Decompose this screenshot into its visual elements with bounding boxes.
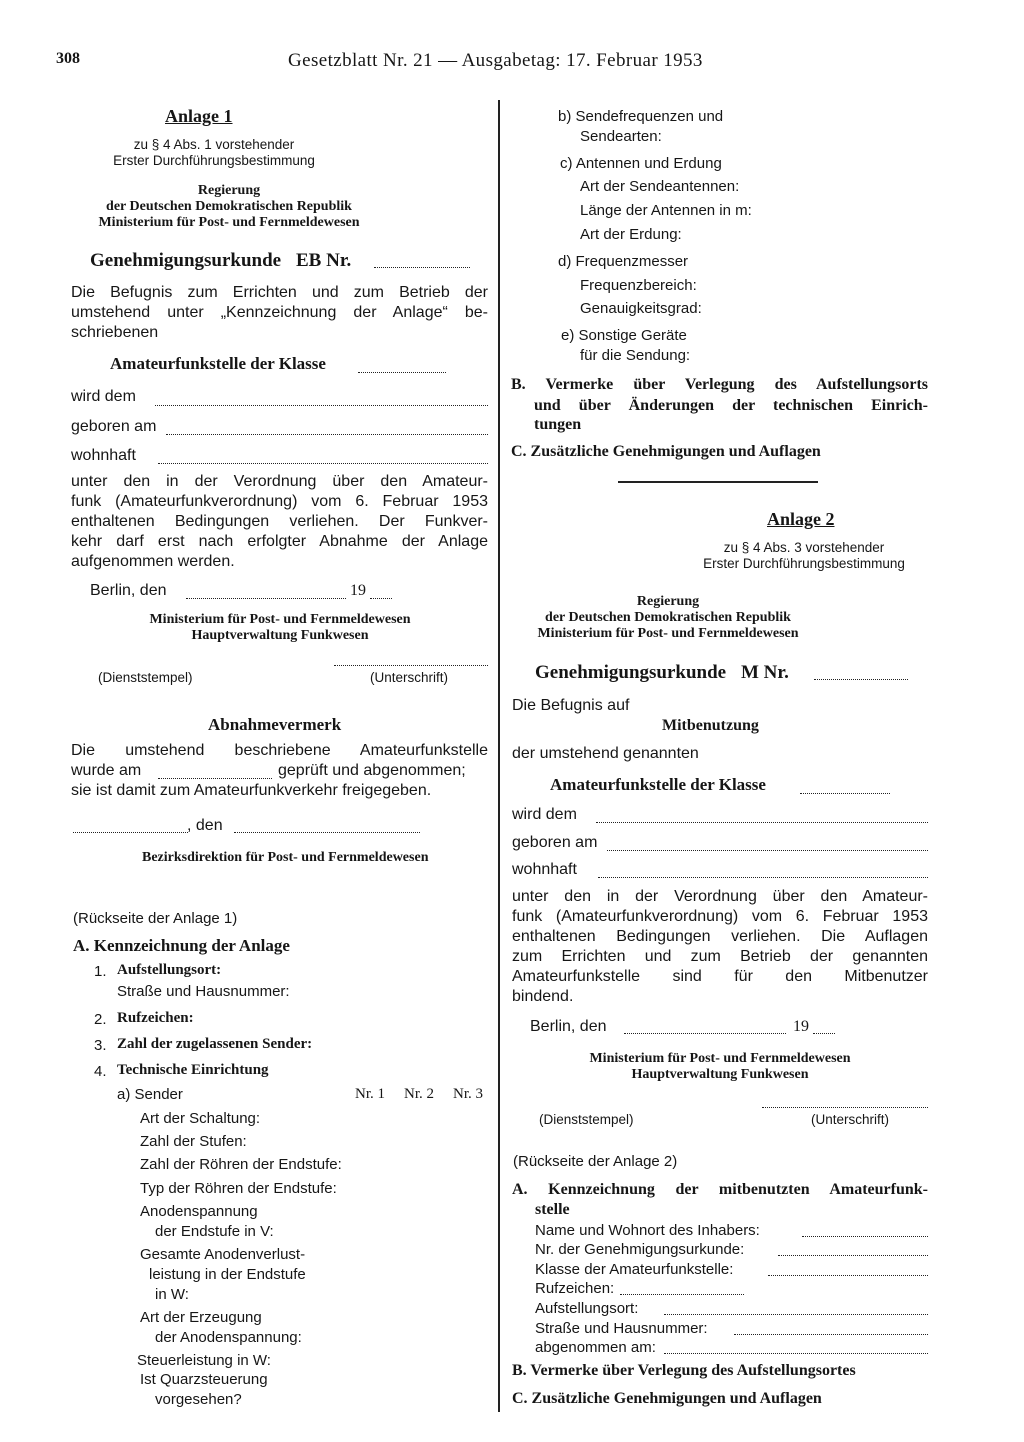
anlage2-f1: Name und Wohnort des Inhabers:: [535, 1222, 760, 1239]
anlage1-doc-code: EB Nr.: [296, 250, 352, 271]
abnahme-den: , den: [187, 817, 223, 834]
anlage2-f2: Nr. der Genehmigungsurkunde:: [535, 1241, 745, 1258]
anlage2-intro2: der umstehend genannten: [512, 745, 699, 762]
right-c1: c) Antennen und Erdung: [560, 155, 722, 172]
anlage2-f4: Rufzeichen:: [535, 1280, 615, 1297]
reverse-anlage2: (Rückseite der Anlage 2): [513, 1153, 678, 1170]
anlage1-date-field: [186, 598, 346, 599]
item3-label: Zahl der zugelassenen Sender:: [117, 1036, 313, 1052]
anlage2-ref1: zu § 4 Abs. 3 vorstehender: [723, 540, 885, 555]
anlage2-wohnhaft: wohnhaft: [512, 861, 577, 878]
anlage1-address-field: [158, 463, 488, 464]
anlage1-ref1: zu § 4 Abs. 1 vorstehender: [133, 137, 295, 152]
anlage2-title: Anlage 2: [767, 509, 835, 529]
page-title: Gesetzblatt Nr. 21 — Ausgabetag: 17. Februar 1953: [288, 50, 703, 71]
bezirksdirektion: Bezirksdirektion für Post- und Fernmeldewesen: [142, 850, 429, 865]
abnahme-line2a: wurde am: [71, 762, 142, 779]
anlage2-intro1: Die Befugnis auf: [512, 697, 630, 714]
anlage2-gov3: Ministerium für Post- und Fernmeldewesen: [537, 626, 799, 641]
anlage2-f1-field: [802, 1236, 928, 1237]
anlage1-body3: enthaltenen Bedingungen verliehen. Der Funkver-: [71, 513, 488, 530]
anlage2-wird-dem: wird dem: [512, 806, 577, 823]
sender-s5b: der Endstufe in V:: [155, 1223, 274, 1240]
anlage2-gov1: Regierung: [636, 594, 700, 609]
anlage2-ministry2: Hauptverwaltung Funkwesen: [631, 1067, 809, 1082]
anlage2-f3-field: [768, 1275, 928, 1276]
abnahme-den-field: [234, 832, 420, 833]
anlage2-berlin-den: Berlin, den: [530, 1018, 607, 1035]
sender-nr2: Nr. 2: [404, 1086, 434, 1102]
right-C: C. Zusätzliche Genehmigungen und Auflagen: [511, 443, 821, 460]
sender-s4: Typ der Röhren der Endstufe:: [140, 1180, 337, 1197]
anlage2-body2: funk (Amateurfunkverordnung) vom 6. Februar 1953: [512, 908, 928, 925]
right-B3: tungen: [534, 416, 582, 433]
anlage1-signature: (Unterschrift): [370, 670, 449, 685]
anlage1-name-field: [155, 405, 488, 406]
right-B1: B. Vermerke über Verlegung des Aufstellungsorts: [511, 376, 928, 393]
anlage2-year: 19: [793, 1018, 809, 1035]
anlage2-doc-number-field: [814, 679, 908, 680]
anlage2-doc-title: Genehmigungsurkunde: [535, 662, 727, 683]
abnahme-date-field: [158, 778, 272, 779]
abnahme-line3: sie ist damit zum Amateurfunkverkehr freigegeben.: [71, 782, 432, 799]
anlage2-gov2: der Deutschen Demokratischen Republik: [545, 610, 791, 625]
anlage2-f5-field: [664, 1314, 928, 1315]
sender-nr3: Nr. 3: [453, 1086, 483, 1102]
anlage2-doc-code: M Nr.: [741, 662, 789, 683]
item3-number: 3.: [94, 1037, 107, 1054]
anlage1-year-field: [370, 598, 392, 599]
anlage1-ministry1: Ministerium für Post- und Fernmeldewesen: [149, 612, 411, 627]
sender-s7b: der Anodenspannung:: [155, 1329, 302, 1346]
anlage2-signature: (Unterschrift): [811, 1112, 890, 1127]
sender-label: a) Sender: [117, 1086, 183, 1103]
sender-s9a: Ist Quarzsteuerung: [140, 1371, 268, 1388]
anlage1-doc-title: Genehmigungsurkunde: [90, 250, 282, 271]
column-divider: [498, 100, 500, 1412]
anlage2-ref2: Erster Durchführungsbestimmung: [703, 556, 905, 571]
anlage1-gov2: der Deutschen Demokratischen Republik: [106, 199, 352, 214]
item4-label: Technische Einrichtung: [117, 1062, 269, 1078]
anlage2-f3: Klasse der Amateurfunkstelle:: [535, 1261, 734, 1278]
item4-number: 4.: [94, 1063, 107, 1080]
sender-s8: Steuerleistung in W:: [137, 1352, 271, 1369]
anlage1-year: 19: [350, 582, 366, 599]
anlage2-f4-field: [620, 1294, 744, 1295]
anlage2-A2: stelle: [535, 1201, 570, 1218]
anlage2-f6: Straße und Hausnummer:: [535, 1320, 708, 1337]
item2-number: 2.: [94, 1011, 107, 1028]
anlage1-body2: funk (Amateurfunkverordnung) vom 6. Februar 1953: [71, 493, 488, 510]
anlage1-title: Anlage 1: [165, 106, 233, 126]
right-c4: Art der Erdung:: [580, 226, 682, 243]
anlage1-wird-dem: wird dem: [71, 388, 136, 405]
sender-s1: Art der Schaltung:: [140, 1110, 261, 1127]
right-d3: Genauigkeitsgrad:: [580, 300, 702, 317]
anlage1-body1: unter den in der Verordnung über den Amateur-: [71, 473, 488, 490]
sender-s2: Zahl der Stufen:: [140, 1133, 247, 1150]
sender-s6b: leistung in der Endstufe: [149, 1266, 306, 1283]
right-e1: e) Sonstige Geräte: [561, 327, 687, 344]
right-c3: Länge der Antennen in m:: [580, 202, 752, 219]
anlage2-mitbenutzung: Mitbenutzung: [662, 717, 759, 734]
anlage2-address-field: [598, 877, 928, 878]
anlage1-intro3: schriebenen: [71, 324, 159, 341]
abnahme-place-field: [73, 832, 188, 833]
anlage2-B: B. Vermerke über Verlegung des Aufstellungsortes: [512, 1362, 856, 1379]
anlage1-wohnhaft: wohnhaft: [71, 447, 136, 464]
right-b2: Sendearten:: [580, 128, 662, 145]
anlage2-body5: Amateurfunkstelle sind für den Mitbenutzer: [512, 968, 928, 985]
item2-label: Rufzeichen:: [117, 1010, 194, 1026]
anlage2-f7-field: [664, 1353, 928, 1354]
anlage2-geboren-am: geboren am: [512, 834, 598, 851]
anlage2-date-field: [624, 1033, 786, 1034]
anlage2-station: Amateurfunkstelle der Klasse: [550, 775, 766, 794]
abnahme-line2b: geprüft und abgenommen;: [278, 762, 466, 779]
anlage1-geboren-am: geboren am: [71, 418, 157, 435]
section-divider: [618, 481, 818, 483]
anlage1-stamp: (Dienststempel): [98, 670, 193, 685]
sender-s3: Zahl der Röhren der Endstufe:: [140, 1156, 342, 1173]
anlage2-body6: bindend.: [512, 988, 574, 1005]
anlage2-ministry1: Ministerium für Post- und Fernmeldewesen: [589, 1051, 851, 1066]
anlage2-name-field: [596, 822, 928, 823]
anlage2-year-field: [813, 1033, 835, 1034]
abnahme-line1: Die umstehend beschriebene Amateurfunkstelle: [71, 742, 488, 759]
anlage2-body3: enthaltenen Bedingungen verliehen. Die Auflagen: [512, 928, 928, 945]
anlage1-gov1: Regierung: [197, 183, 261, 198]
anlage2-stamp: (Dienststempel): [539, 1112, 634, 1127]
anlage2-f5: Aufstellungsort:: [535, 1300, 639, 1317]
anlage1-birth-field: [166, 434, 488, 435]
anlage1-body5: aufgenommen werden.: [71, 553, 235, 570]
item1-number: 1.: [94, 963, 107, 980]
right-b1: b) Sendefrequenzen und: [558, 108, 724, 125]
sender-s5a: Anodenspannung: [140, 1203, 258, 1220]
anlage2-C: C. Zusätzliche Genehmigungen und Auflagen: [512, 1390, 822, 1407]
right-c2: Art der Sendeantennen:: [580, 178, 740, 195]
sender-s6a: Gesamte Anodenverlust-: [140, 1246, 306, 1263]
anlage1-berlin-den: Berlin, den: [90, 582, 167, 599]
section-a-anlage1: A. Kennzeichnung der Anlage: [73, 936, 290, 955]
item1-sub: Straße und Hausnummer:: [117, 983, 290, 1000]
right-d1: d) Frequenzmesser: [558, 253, 689, 270]
anlage2-signature-line: [762, 1107, 928, 1108]
sender-s6c: in W:: [155, 1286, 189, 1303]
anlage2-f6-field: [734, 1334, 928, 1335]
anlage2-f7: abgenommen am:: [535, 1339, 656, 1356]
anlage2-birth-field: [607, 850, 928, 851]
right-B2: und über Änderungen der technischen Einrich-: [534, 397, 928, 414]
anlage2-A1: A. Kennzeichnung der mitbenutzten Amateurfunk-: [512, 1181, 928, 1198]
anlage1-doc-number-field: [374, 267, 470, 268]
abnahme-title: Abnahmevermerk: [208, 715, 342, 734]
anlage1-intro1: Die Befugnis zum Errichten und zum Betrieb der: [71, 284, 488, 301]
anlage1-ministry2: Hauptverwaltung Funkwesen: [191, 628, 369, 643]
anlage1-gov3: Ministerium für Post- und Fernmeldewesen: [98, 215, 360, 230]
right-d2: Frequenzbereich:: [580, 277, 697, 294]
sender-s9b: vorgesehen?: [155, 1391, 242, 1408]
anlage1-ref2: Erster Durchführungsbestimmung: [113, 153, 315, 168]
right-e2: für die Sendung:: [580, 347, 691, 364]
sender-s7a: Art der Erzeugung: [140, 1309, 262, 1326]
anlage1-class-field: [358, 372, 446, 373]
page-number: 308: [56, 50, 80, 67]
anlage2-body1: unter den in der Verordnung über den Amateur-: [512, 888, 928, 905]
anlage1-station: Amateurfunkstelle der Klasse: [110, 354, 326, 373]
anlage1-intro2: umstehend unter „Kennzeichnung der Anlage“ be-: [71, 304, 488, 321]
anlage2-class-field: [800, 793, 890, 794]
anlage2-body4: zum Errichten und zum Betrieb der genannten: [512, 948, 928, 965]
reverse-anlage1: (Rückseite der Anlage 1): [73, 910, 238, 927]
anlage1-signature-line: [334, 665, 488, 666]
sender-nr1: Nr. 1: [355, 1086, 385, 1102]
anlage2-f2-field: [778, 1255, 928, 1256]
item1-label: Aufstellungsort:: [117, 962, 222, 978]
anlage1-body4: kehr darf erst nach erfolgter Abnahme der Anlage: [71, 533, 488, 550]
page-header: [0, 50, 1024, 74]
